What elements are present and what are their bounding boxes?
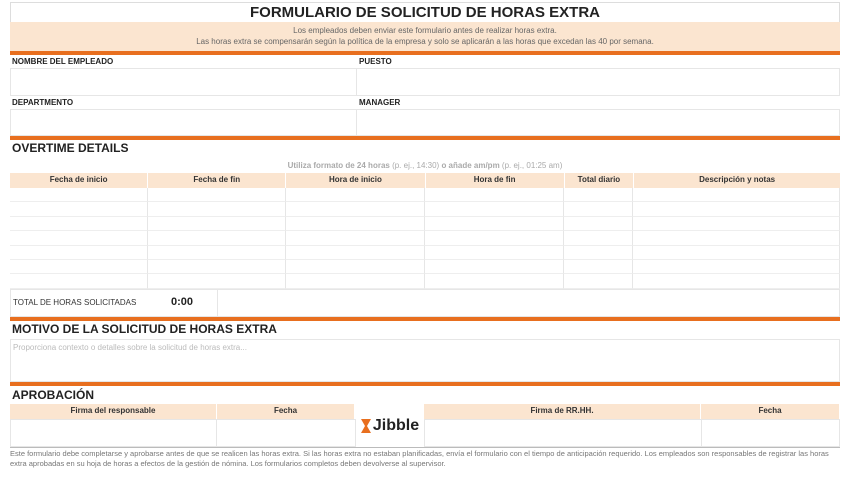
table-row [10, 231, 840, 245]
overtime-table-body [10, 188, 840, 289]
table-row [10, 202, 840, 216]
table-cell[interactable] [286, 260, 425, 274]
department-label: DEPARTMENTO [12, 98, 74, 107]
table-cell[interactable] [286, 274, 425, 288]
table-cell[interactable] [633, 188, 840, 202]
table-cell[interactable] [286, 246, 425, 260]
column-header: Total diario [565, 173, 635, 188]
jibble-logo [355, 414, 424, 438]
column-header: Fecha [217, 404, 355, 419]
table-cell[interactable] [425, 231, 564, 245]
table-cell[interactable] [148, 202, 286, 216]
table-cell[interactable] [633, 260, 840, 274]
overtime-table-header [10, 173, 840, 188]
hr-date-field[interactable] [701, 419, 840, 447]
manager-date-field[interactable] [216, 419, 356, 447]
table-cell[interactable] [10, 202, 148, 216]
divider [10, 447, 840, 448]
table-cell[interactable] [564, 217, 633, 231]
table-row [10, 274, 840, 288]
table-cell[interactable] [10, 217, 148, 231]
table-row [10, 260, 840, 274]
total-hours-label: TOTAL DE HORAS SOLICITADAS [13, 298, 137, 307]
table-cell[interactable] [633, 274, 840, 288]
table-cell[interactable] [564, 231, 633, 245]
table-cell[interactable] [10, 246, 148, 260]
hint-part: (p. ej., 01:25 am) [499, 161, 563, 170]
manager-field[interactable] [356, 109, 840, 136]
department-field[interactable] [10, 109, 357, 136]
table-row [10, 188, 840, 202]
column-header: Descripción y notas [699, 175, 776, 184]
total-hours-value: 0:00 [171, 296, 194, 308]
table-cell[interactable] [148, 246, 286, 260]
employee-name-label: NOMBRE DEL EMPLEADO [12, 57, 114, 66]
table-cell[interactable] [148, 231, 286, 245]
approval-heading: APROBACIÓN [12, 388, 95, 402]
table-row [10, 246, 840, 260]
hint-part: Utiliza formato de 24 horas [287, 161, 390, 170]
table-cell[interactable] [425, 274, 564, 288]
overtime-heading: OVERTIME DETAILS [12, 141, 129, 155]
manager-signature-field[interactable] [10, 419, 217, 447]
manager-label: MANAGER [359, 98, 401, 107]
reason-heading: MOTIVO DE LA SOLICITUD DE HORAS EXTRA [12, 322, 277, 336]
employee-name-field[interactable] [10, 68, 357, 96]
table-cell[interactable] [425, 246, 564, 260]
table-cell[interactable] [633, 217, 840, 231]
cell-divider [217, 290, 218, 316]
table-cell[interactable] [633, 202, 840, 216]
column-header: Firma del responsable [10, 404, 217, 419]
table-cell[interactable] [286, 217, 425, 231]
table-cell[interactable] [286, 188, 425, 202]
total-row [10, 289, 840, 317]
footer-note: Este formulario debe completarse y aprobarse antes de que se realicen las horas extra. Si las horas extra no estaban planificadas, envía el formulario con el tiempo de anticipación requerido. Los empleados son responsables de registrar las horas extra aprobadas en su hoja de horas a efectos de la gestión de nómina. Los formularios completos deben devolverse al supervisor. [10, 449, 829, 468]
logo-text: Jibble [372, 417, 420, 434]
divider [10, 136, 840, 140]
hourglass-icon [360, 418, 372, 434]
hint-part: (p. ej., 14:30) [389, 161, 442, 170]
table-cell[interactable] [633, 246, 840, 260]
reason-textarea[interactable]: Proporciona contexto o detalles sobre la solicitud de horas extra... [10, 339, 840, 382]
time-format-hint [10, 159, 840, 172]
column-header: Hora de inicio [286, 173, 425, 188]
hint-part: o añade am/pm [441, 161, 500, 170]
table-cell[interactable] [10, 188, 148, 202]
table-cell[interactable] [10, 231, 148, 245]
column-header: Firma de RR.HH. [424, 404, 701, 419]
divider [10, 317, 840, 321]
column-header: Fecha de inicio [10, 173, 148, 188]
form-title: FORMULARIO DE SOLICITUD DE HORAS EXTRA [10, 2, 840, 22]
table-cell[interactable] [425, 260, 564, 274]
table-cell[interactable] [425, 202, 564, 216]
column-header: Hora de fin [426, 173, 565, 188]
intro-note [10, 22, 840, 51]
column-header: Fecha de fin [148, 173, 286, 188]
table-cell[interactable] [564, 246, 633, 260]
position-field[interactable] [356, 68, 840, 96]
intro-line-2: Las horas extra se compensarán según la política de la empresa y solo se aplicarán a las horas que excedan las 40 por semana. [196, 37, 654, 46]
table-cell[interactable] [148, 260, 286, 274]
table-cell[interactable] [564, 260, 633, 274]
table-cell[interactable] [286, 202, 425, 216]
hr-signature-field[interactable] [424, 419, 702, 447]
table-cell[interactable] [633, 231, 840, 245]
table-cell[interactable] [10, 274, 148, 288]
table-cell[interactable] [286, 231, 425, 245]
table-cell[interactable] [148, 274, 286, 288]
table-cell[interactable] [425, 188, 564, 202]
position-label: PUESTO [359, 57, 392, 66]
table-cell[interactable] [148, 217, 286, 231]
table-cell[interactable] [148, 188, 286, 202]
column-header: Fecha [701, 404, 840, 419]
table-cell[interactable] [425, 217, 564, 231]
divider [10, 382, 840, 386]
table-cell[interactable] [564, 274, 633, 288]
table-cell[interactable] [564, 188, 633, 202]
table-cell[interactable] [10, 260, 148, 274]
table-row [10, 217, 840, 231]
table-cell[interactable] [564, 202, 633, 216]
intro-line-1: Los empleados deben enviar este formulario antes de realizar horas extra. [293, 26, 557, 35]
